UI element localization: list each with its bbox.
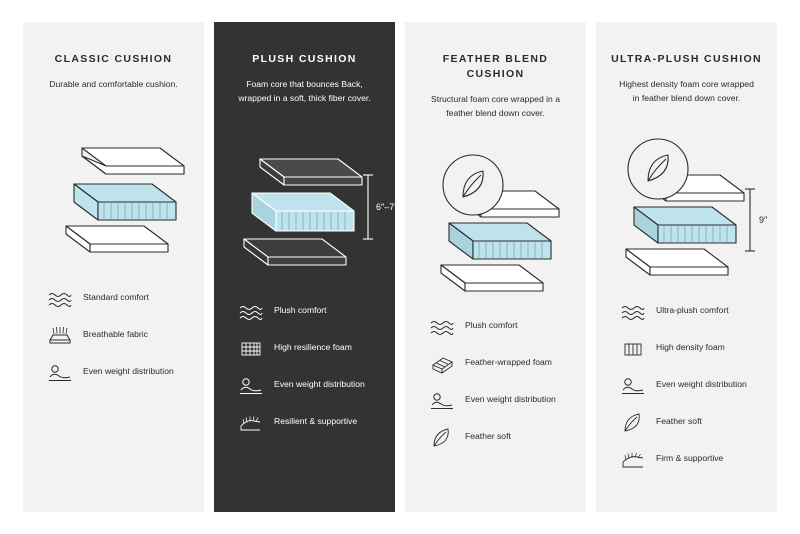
cushion-layers-illustration-ultra-plush — [610, 119, 767, 294]
feature-label: High resilience foam — [274, 341, 352, 352]
card-subtitle: Durable and comfortable cushion. — [49, 79, 178, 90]
feature-list-feather-blend — [419, 315, 572, 450]
card-ultra-plush-cushion[interactable] — [596, 22, 777, 512]
resilient-support-icon — [238, 411, 264, 435]
card-subtitle: Highest density foam core wrapped in feather blend down cover. — [619, 79, 754, 103]
feature-list-ultra-plush — [610, 300, 763, 472]
card-title: CLASSIC CUSHION — [54, 53, 173, 65]
feature-item — [429, 389, 572, 413]
feature-item — [47, 361, 190, 385]
feature-label: Ultra-plush comfort — [656, 304, 729, 315]
firm-supportive-icon — [620, 448, 646, 472]
feature-label: Plush comfort — [274, 304, 327, 315]
waves-icon — [429, 315, 455, 339]
dimension-label: 6″–7″ — [375, 202, 397, 213]
card-feather-blend-cushion[interactable] — [405, 22, 586, 512]
even-weight-icon — [47, 361, 73, 385]
feature-item — [238, 374, 381, 398]
cushion-layers-illustration-plush — [228, 119, 397, 294]
feature-list-plush — [228, 300, 381, 435]
feature-label: Firm & supportive — [656, 452, 724, 463]
even-weight-icon — [429, 389, 455, 413]
even-weight-icon — [238, 374, 264, 398]
feature-item — [47, 324, 190, 348]
feature-label: Feather soft — [465, 431, 511, 442]
feature-item — [238, 411, 381, 435]
card-title: ULTRA-PLUSH CUSHION — [611, 53, 762, 65]
waves-icon — [620, 300, 646, 324]
feature-label: Resilient & supportive — [274, 415, 358, 426]
card-title: PLUSH CUSHION — [252, 53, 357, 65]
feather-soft-icon — [620, 411, 646, 435]
feature-item — [620, 374, 763, 398]
feature-label: Even weight distribution — [274, 378, 365, 389]
feature-item — [429, 352, 572, 376]
feature-item — [429, 315, 572, 339]
feature-label: Feather soft — [656, 415, 702, 426]
card-subtitle: Foam core that bounces Back, wrapped in a soft, thick fiber cover. — [238, 79, 371, 103]
feature-item — [620, 300, 763, 324]
feather-wrapped-foam-icon — [429, 352, 455, 376]
feature-label: Even weight distribution — [465, 394, 556, 405]
feature-list-classic — [37, 287, 190, 385]
card-title: FEATHER BLEND CUSHION — [442, 53, 549, 81]
feature-item — [47, 287, 190, 311]
breathable-fabric-icon — [47, 324, 73, 348]
cushion-layers-illustration-feather-blend — [419, 134, 572, 309]
cushion-layers-illustration-classic — [37, 106, 190, 281]
feature-item — [238, 337, 381, 361]
feather-soft-icon — [429, 426, 455, 450]
feature-label: Feather-wrapped foam — [465, 357, 552, 368]
feature-label: High density foam — [656, 341, 725, 352]
waves-icon — [47, 287, 73, 311]
feature-item — [620, 411, 763, 435]
card-plush-cushion[interactable] — [214, 22, 395, 512]
feature-item — [429, 426, 572, 450]
feature-label: Even weight distribution — [83, 365, 174, 376]
high-density-foam-icon — [620, 337, 646, 361]
feature-label: Plush comfort — [465, 320, 518, 331]
feature-label: Standard comfort — [83, 291, 149, 302]
card-subtitle: Structural foam core wrapped in a feather blend down cover. — [431, 94, 560, 118]
card-classic-cushion[interactable] — [23, 22, 204, 512]
feature-item — [238, 300, 381, 324]
waves-icon — [238, 300, 264, 324]
feature-label: Breathable fabric — [83, 328, 148, 339]
feature-item — [620, 337, 763, 361]
high-resilience-foam-icon — [238, 337, 264, 361]
feature-item — [620, 448, 763, 472]
dimension-label: 9″ — [758, 215, 767, 226]
even-weight-icon — [620, 374, 646, 398]
feature-label: Even weight distribution — [656, 378, 747, 389]
